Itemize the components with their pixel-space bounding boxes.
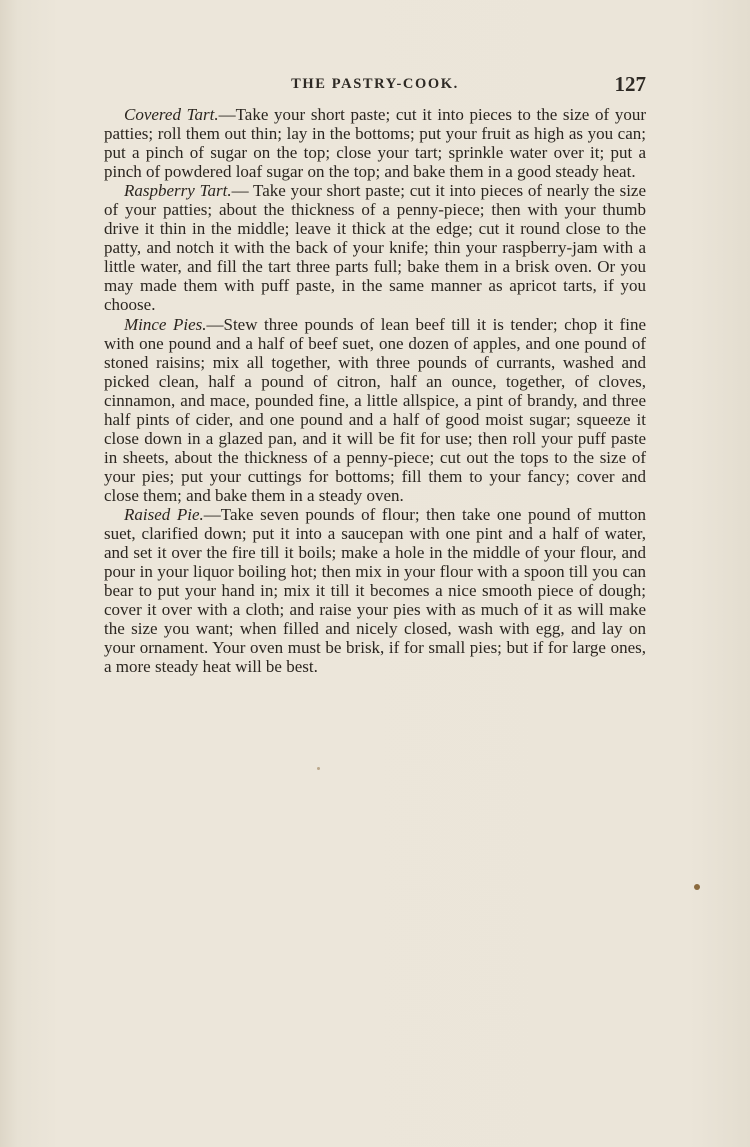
recipe-covered-tart bbox=[104, 105, 646, 181]
recipe-text: — Take your short paste; cut it into pieces of nearly the size of your patties; about the thickness of a penny-piece; then with your thumb drive it thin in the middle; leave it thick at the edge; cut it round close to the patty, and notch it with the back of your knife; thin your raspberry-jam with a little water, and fill the tart three parts full; bake them in a brisk oven. Or you may made them with puff paste, in the same manner as apricot tarts, if you choose. bbox=[104, 181, 647, 315]
recipe-title: Raspberry Tart. bbox=[124, 181, 232, 201]
recipe-text: —Take your short paste; cut it into pieces to the size of your patties; roll them out thin; lay in the bottoms; put your fruit as high as you can; put a pinch of sugar on the top; close your tart; sprinkle water over it; put a pinch of powdered loaf sugar on the top; and bake them in a good steady heat. bbox=[104, 105, 646, 182]
running-head bbox=[104, 72, 646, 98]
running-title: THE PASTRY-COOK. bbox=[291, 76, 459, 92]
recipe-title: Covered Tart. bbox=[124, 105, 219, 124]
paper-speck bbox=[694, 884, 700, 890]
recipe-title: Mince Pies. bbox=[124, 314, 207, 334]
recipe-raspberry-tart bbox=[104, 181, 646, 314]
recipe-text: —Take seven pounds of flour; then take one pound of mutton suet, clarified down; put it into a saucepan with one pint and a half of water, and set it over the fire till it boils; make a hole in the middle of your flour, and pour in your liquor boiling hot; then mix in your flour with a spoon till you can bear to put your hand in; mix it till it becomes a nice smooth piece of dough; cover it over with a cloth; and raise your pies with as much of it as will make the size you want; when filled and nicely closed, wash with egg, and lay on your ornament. Your oven must be brisk, if for small pies; but if for large ones, a more steady heat will be best. bbox=[104, 504, 647, 677]
body-text bbox=[104, 105, 646, 676]
recipe-title: Raised Pie. bbox=[124, 504, 204, 524]
page-number: 127 bbox=[614, 72, 646, 96]
recipe-text: —Stew three pounds of lean beef till it is tender; chop it fine with one pound and a half of beef suet, one dozen of apples, and one pound of stoned raisins; mix all together, with three pounds of currants, washed and picked clean, half a pound of citron, half an ounce, together, of cloves, cinnamon, and mace, pounded fine, a little allspice, a pint of brandy, and three half pints of cider, and one pound and a half of good moist sugar; squeeze it close down in a glazed pan, and it will be fit for use; then roll your puff paste in sheets, about the thickness of a penny-piece; cut out the tops to the size of your pies; put your cuttings for bottoms; fill them to your fancy; cover and close them; and bake them in a steady oven. bbox=[104, 314, 646, 505]
recipe-mince-pies bbox=[104, 315, 646, 505]
recipe-raised-pie bbox=[104, 505, 646, 676]
paper-speck bbox=[317, 767, 320, 770]
